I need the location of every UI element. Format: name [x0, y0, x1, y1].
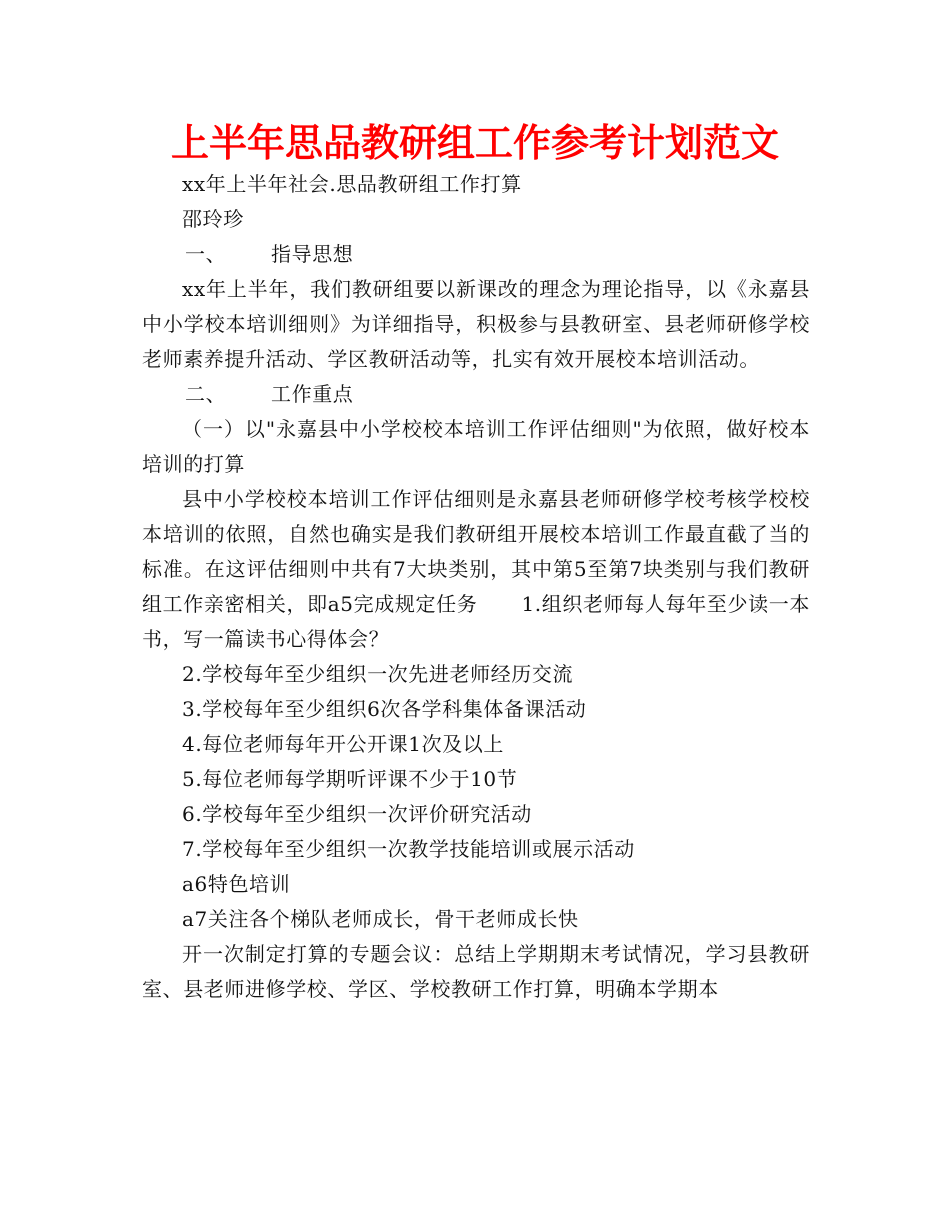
section-title-1: 指导思想 — [271, 242, 354, 266]
list-item: a6特色培训 — [182, 872, 291, 896]
section-heading-1 — [142, 237, 810, 272]
section-number-1: 一、 — [185, 242, 227, 266]
section-2-paragraph — [142, 482, 810, 657]
section-2-item-1: （一）以"永嘉县中小学校校本培训工作评估细则"为依照，做好校本培训的打算 — [142, 417, 810, 476]
section-1-paragraph: xx年上半年，我们教研组要以新课改的理念为理论指导，以《永嘉县中小学校本培训细则》为详细指导，积极参与县教研室、县老师研修学校老师素养提升活动、学区教研活动等，扎实有效开展校本培训活动。 — [142, 277, 810, 371]
section-2-paragraph-text: 县中小学校校本培训工作评估细则是永嘉县老师研修学校考核学校校本培训的依照，自然也确实是我们教研组开展校本培训工作最直截了当的标准。在这评估细则中共有7大块类别，其中第5至第7块类别与我们教研组工作亲密相关，即a5完成规定任务 — [142, 487, 810, 616]
list-item: a7关注各个梯队老师成长，骨干老师成长快 — [182, 907, 579, 931]
document-body — [142, 167, 810, 1007]
list-item: 2.学校每年至少组织一次先进老师经历交流 — [182, 662, 574, 686]
list-item: 6.学校每年至少组织一次评价研究活动 — [182, 802, 532, 826]
section-title-2: 工作重点 — [271, 382, 354, 406]
section-heading-2 — [142, 377, 810, 412]
document-title: 上半年思品教研组工作参考计划范文 — [170, 121, 779, 165]
list-item: 4.每位老师每年开公开课1次及以上 — [182, 732, 505, 756]
author-name: 邵玲珍 — [182, 207, 244, 231]
section-number-2: 二、 — [185, 382, 227, 406]
closing-paragraph: 开一次制定打算的专题会议：总结上学期期末考试情况，学习县教研室、县老师进修学校、学区、学校教研工作打算，明确本学期本 — [142, 942, 810, 1001]
list-item: 7.学校每年至少组织一次教学技能培训或展示活动 — [182, 837, 635, 861]
list-item: 5.每位老师每学期听评课不少于10节 — [182, 767, 518, 791]
section-2-paragraph-continued: 1.组织老师每人每年至少读一本书，写一篇读书心得体会？ — [142, 592, 810, 651]
list-item: 3.学校每年至少组织6次各学科集体备课活动 — [182, 697, 587, 721]
document-subtitle: xx年上半年社会.思品教研组工作打算 — [182, 172, 522, 196]
